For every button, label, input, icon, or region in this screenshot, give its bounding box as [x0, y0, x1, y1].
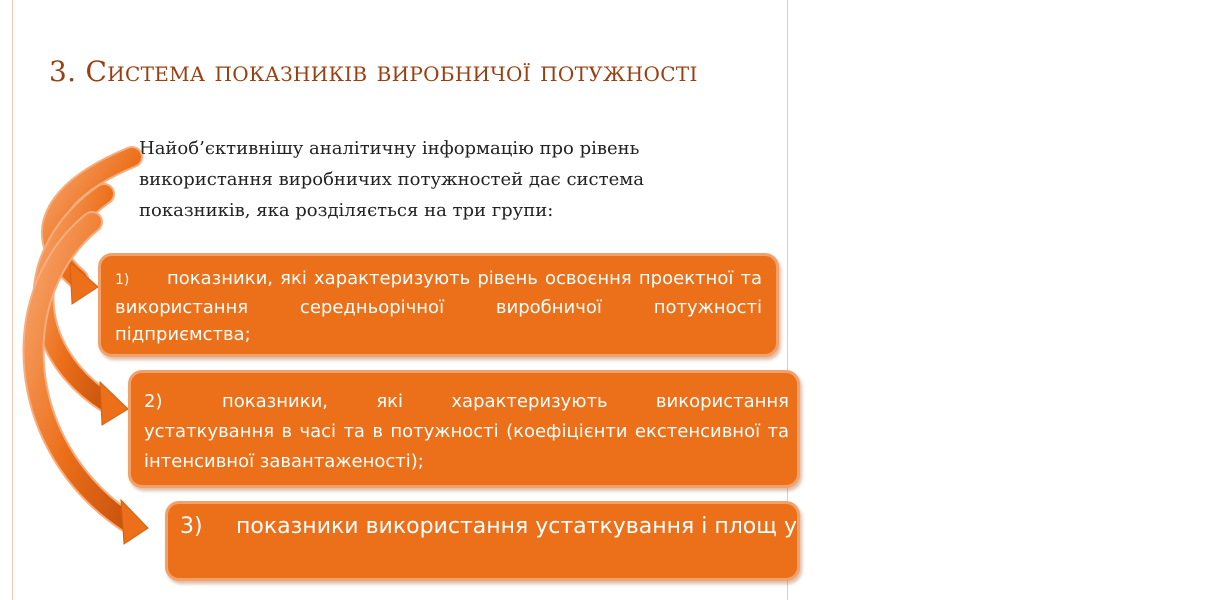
intro-text: Найоб’єктивнішу аналітичну інформацію про рівень використання виробничих потужностей дає система показників, яка розділяється на три групи:: [139, 138, 644, 221]
group-2-text: показники, які характеризують використання устаткування в часі та в потужності (коефіцієнти екстенсивної та інтенсивної завантаженості);: [144, 391, 789, 472]
group-2-box: [128, 370, 800, 488]
group-3-number: 3): [180, 514, 203, 539]
group-1-text: показники, які характеризують рівень освоєння проектної та використання середньорічної виробничої потужності підприємства;: [115, 268, 762, 345]
group-2-number: 2): [144, 391, 163, 412]
group-3-box: [165, 501, 1226, 581]
slide-title: 3. Система показників виробничої потужності: [49, 55, 698, 88]
group-1-box: [98, 253, 779, 357]
slide-frame-left: [12, 0, 13, 600]
group-1-number: 1): [115, 272, 130, 288]
group-3-text: показники використання устаткування і площ у вартісних і натуральних вимірниках: [236, 514, 1226, 539]
